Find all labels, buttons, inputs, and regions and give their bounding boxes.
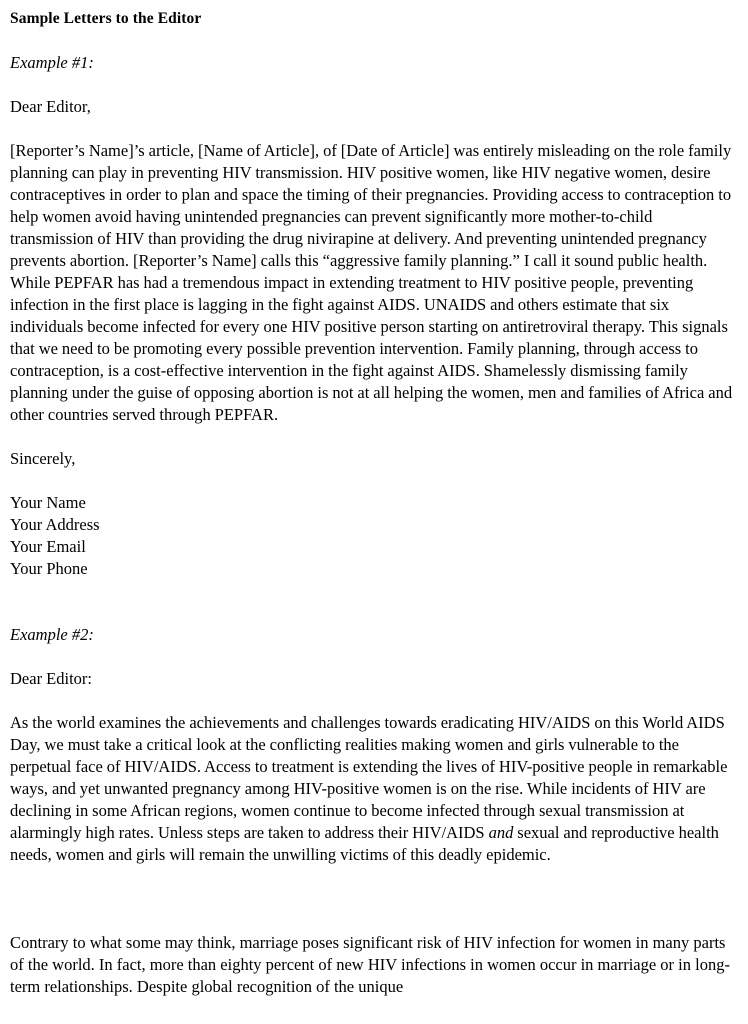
signature-line-phone: Your Phone [10, 559, 88, 578]
example-1-salutation: Dear Editor, [10, 97, 91, 116]
example-2-emphasized-word: and [488, 823, 514, 842]
example-2-body-paragraph-1 [10, 712, 738, 866]
example-1-label: Example #1: [10, 53, 94, 72]
page-title: Sample Letters to the Editor [10, 10, 202, 27]
signature-line-email: Your Email [10, 537, 86, 556]
example-2-salutation: Dear Editor: [10, 669, 93, 688]
signature-line-address: Your Address [10, 515, 100, 534]
section-spacer [10, 580, 738, 624]
example-2-body-text-part-1: As the world examines the achievements and challenges towards eradicating HIV/AIDS on this World AIDS Day, we must take a critical look at the conflicting realities making women and girls vulnerable to the perpetual face of HIV/AIDS. Access to treatment is extending the lives of HIV-positive people in remarkable ways, and yet unwanted pregnancy among HIV-positive women is on the rise. While incidents of HIV are declining in some African regions, women continue to become infected through sexual transmission at alarmingly high rates. Unless steps are taken to address their HIV/AIDS [10, 713, 728, 842]
example-1-signature-block [10, 492, 738, 580]
example-1-closing: Sincerely, [10, 449, 76, 468]
example-2-label: Example #2: [10, 625, 94, 644]
paragraph-spacer [10, 888, 738, 932]
example-2-body-paragraph-2: Contrary to what some may think, marriage poses significant risk of HIV infection for women in many parts of the world. In fact, more than eighty percent of new HIV infections in women occur in marriage or in long-term relationships. Despite global recognition of the unique [10, 933, 730, 996]
signature-line-name: Your Name [10, 493, 86, 512]
example-1-body-paragraph: [Reporter’s Name]’s article, [Name of Article], of [Date of Article] was entirely misleading on the role family planning can play in preventing HIV transmission. HIV positive women, like HIV negative women, desire contraceptives in order to plan and space the timing of their pregnancies. Providing access to contraception to help women avoid having unintended pregnancies can prevent significantly more mother-to-child transmission of HIV than providing the drug nivirapine at delivery. And preventing unintended pregnancy prevents abortion. [Reporter’s Name] calls this “aggressive family planning.” I call it sound public health. While PEPFAR has had a tremendous impact in extending treatment to HIV positive people, preventing infection in the first place is lagging in the fight against AIDS. UNAIDS and others estimate that six individuals become infected for every one HIV positive person starting on antiretroviral therapy. This signals that we need to be promoting every possible prevention intervention. Family planning, through access to contraception, is a cost-effective intervention in the fight against AIDS. Shamelessly dismissing family planning under the guise of opposing abortion is not at all helping the women, men and families of Africa and other countries served through PEPFAR. [10, 141, 733, 424]
example-2-body-text-part-2: sexual and reproductive health needs, women and girls will remain the unwilling victims of this deadly epidemic. [10, 823, 719, 864]
